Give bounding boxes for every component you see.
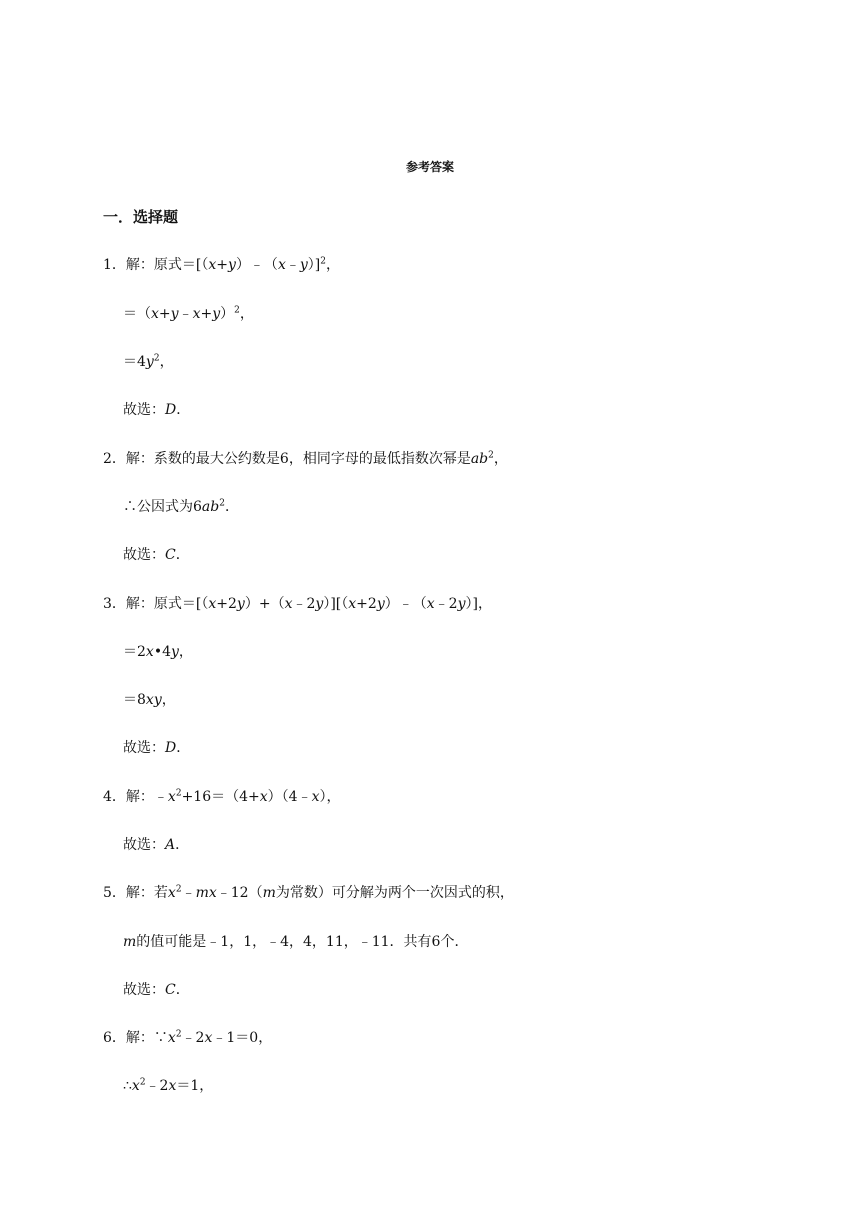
answer-line: 故选：C．: [123, 547, 190, 563]
answer-line: 3．解：原式＝[（x+2y）+（x﹣2y）][（x+2y）﹣（x﹣2y）]，: [103, 596, 492, 612]
answer-line: 5．解：若$x^2﹣mx﹣12(m$为常数）可分解为两个一次因式的积，: [103, 884, 514, 901]
answer-line: ＝8xy，: [123, 692, 176, 708]
answer-line: 故选：C．: [123, 982, 190, 998]
answer-line: 故选：A．: [123, 837, 190, 853]
section-heading: 一．选择题: [103, 208, 179, 226]
answer-line: $=4y^2$，: [123, 353, 174, 370]
answer-line: ∴公因式为$6ab^2$．: [123, 498, 239, 515]
answer-line: $\therefore x^2﹣2x=1$，: [123, 1077, 214, 1094]
answer-line: ＝2x•4y，: [123, 644, 193, 660]
page-title: 参考答案: [405, 160, 454, 174]
answer-line: 2．解：系数的最大公约数是6，相同字母的最低指数次幂是$ab^2$，: [103, 450, 508, 467]
answer-line: 故选：D．: [123, 740, 191, 756]
answer-line: m的值可能是﹣1，1，﹣4，4，11，﹣11．共有6个．: [123, 934, 469, 950]
answer-line: 1．解：原式＝[（x+y）﹣（x﹣y）]$^2$，: [103, 256, 340, 273]
answer-line: 6．解：$\because x^2﹣2x﹣1=0$，: [103, 1029, 273, 1046]
answer-line: ＝（x+y﹣x+y）$^2$，: [123, 305, 254, 322]
answer-line: 4．解：$﹣x^2+16=(4+x)(4﹣x)$，: [103, 788, 341, 805]
answer-line: 故选：D．: [123, 402, 191, 418]
